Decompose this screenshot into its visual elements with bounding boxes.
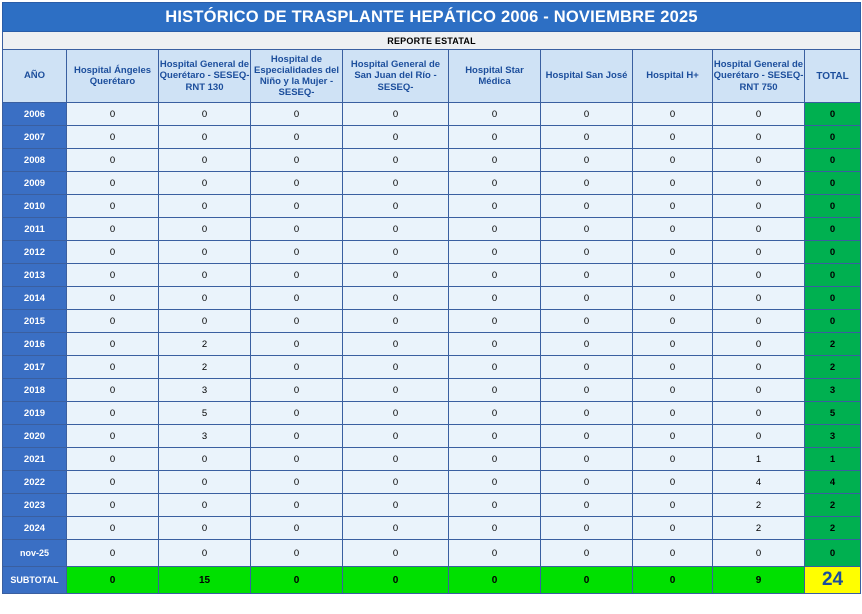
cell-value: 0 bbox=[251, 540, 343, 567]
cell-value: 0 bbox=[449, 517, 541, 540]
cell-value: 0 bbox=[67, 149, 159, 172]
cell-value: 0 bbox=[67, 425, 159, 448]
cell-value: 0 bbox=[251, 471, 343, 494]
row-total: 0 bbox=[805, 287, 861, 310]
cell-value: 0 bbox=[251, 356, 343, 379]
cell-value: 0 bbox=[159, 149, 251, 172]
cell-value: 2 bbox=[159, 356, 251, 379]
cell-value: 2 bbox=[713, 517, 805, 540]
cell-value: 0 bbox=[633, 149, 713, 172]
table-row bbox=[3, 126, 861, 149]
table-row bbox=[3, 540, 861, 567]
cell-value: 0 bbox=[449, 195, 541, 218]
cell-value: 3 bbox=[159, 379, 251, 402]
table-row bbox=[3, 287, 861, 310]
row-year: 2024 bbox=[3, 517, 67, 540]
cell-value: 0 bbox=[633, 103, 713, 126]
cell-value: 0 bbox=[449, 172, 541, 195]
cell-value: 0 bbox=[713, 149, 805, 172]
cell-value: 0 bbox=[159, 264, 251, 287]
cell-value: 0 bbox=[67, 540, 159, 567]
cell-value: 0 bbox=[633, 126, 713, 149]
table-header-row bbox=[3, 50, 861, 103]
cell-value: 0 bbox=[541, 218, 633, 241]
cell-value: 0 bbox=[633, 448, 713, 471]
cell-value: 0 bbox=[343, 126, 449, 149]
row-year: 2016 bbox=[3, 333, 67, 356]
subtotal-value: 0 bbox=[633, 567, 713, 594]
cell-value: 0 bbox=[159, 287, 251, 310]
cell-value: 0 bbox=[713, 402, 805, 425]
cell-value: 0 bbox=[343, 517, 449, 540]
column-header-hgq-rnt750: Hospital General de Querétaro - SESEQ- RNT 750 bbox=[713, 50, 805, 103]
cell-value: 0 bbox=[541, 172, 633, 195]
column-header-hgq-rnt130: Hospital General de Querétaro - SESEQ- RNT 130 bbox=[159, 50, 251, 103]
cell-value: 5 bbox=[159, 402, 251, 425]
cell-value: 0 bbox=[343, 241, 449, 264]
row-year: 2017 bbox=[3, 356, 67, 379]
row-year: 2010 bbox=[3, 195, 67, 218]
row-year: 2022 bbox=[3, 471, 67, 494]
row-total: 0 bbox=[805, 126, 861, 149]
cell-value: 0 bbox=[67, 195, 159, 218]
grand-total: 24 bbox=[805, 567, 861, 594]
table-row bbox=[3, 471, 861, 494]
row-year: nov-25 bbox=[3, 540, 67, 567]
row-total: 0 bbox=[805, 241, 861, 264]
row-total: 3 bbox=[805, 379, 861, 402]
row-total: 2 bbox=[805, 494, 861, 517]
cell-value: 0 bbox=[343, 310, 449, 333]
cell-value: 0 bbox=[449, 126, 541, 149]
table-row bbox=[3, 379, 861, 402]
cell-value: 2 bbox=[159, 333, 251, 356]
cell-value: 0 bbox=[343, 287, 449, 310]
cell-value: 0 bbox=[343, 448, 449, 471]
cell-value: 0 bbox=[713, 310, 805, 333]
cell-value: 0 bbox=[633, 356, 713, 379]
column-header-h-mas: Hospital H+ bbox=[633, 50, 713, 103]
row-year: 2013 bbox=[3, 264, 67, 287]
cell-value: 0 bbox=[159, 517, 251, 540]
cell-value: 0 bbox=[713, 103, 805, 126]
cell-value: 0 bbox=[541, 425, 633, 448]
cell-value: 0 bbox=[713, 379, 805, 402]
cell-value: 0 bbox=[343, 540, 449, 567]
cell-value: 0 bbox=[541, 310, 633, 333]
row-total: 2 bbox=[805, 517, 861, 540]
cell-value: 0 bbox=[449, 425, 541, 448]
cell-value: 0 bbox=[713, 218, 805, 241]
column-header-san-jose: Hospital San José bbox=[541, 50, 633, 103]
cell-value: 0 bbox=[541, 517, 633, 540]
cell-value: 0 bbox=[541, 103, 633, 126]
column-header-hospital-angeles: Hospital Ángeles Querétaro bbox=[67, 50, 159, 103]
cell-value: 0 bbox=[67, 241, 159, 264]
cell-value: 0 bbox=[633, 333, 713, 356]
cell-value: 0 bbox=[67, 172, 159, 195]
column-header-star-medica: Hospital Star Médica bbox=[449, 50, 541, 103]
cell-value: 0 bbox=[343, 333, 449, 356]
row-year: 2015 bbox=[3, 310, 67, 333]
row-total: 0 bbox=[805, 149, 861, 172]
table-row bbox=[3, 149, 861, 172]
historic-transplant-table bbox=[2, 2, 861, 594]
column-header-total: TOTAL bbox=[805, 50, 861, 103]
column-header-year: AÑO bbox=[3, 50, 67, 103]
cell-value: 0 bbox=[251, 287, 343, 310]
cell-value: 0 bbox=[343, 218, 449, 241]
cell-value: 0 bbox=[251, 218, 343, 241]
cell-value: 0 bbox=[449, 287, 541, 310]
cell-value: 0 bbox=[449, 471, 541, 494]
table-row bbox=[3, 425, 861, 448]
cell-value: 0 bbox=[541, 448, 633, 471]
table-row bbox=[3, 218, 861, 241]
table-row bbox=[3, 310, 861, 333]
row-year: 2021 bbox=[3, 448, 67, 471]
row-total: 0 bbox=[805, 540, 861, 567]
row-year: 2006 bbox=[3, 103, 67, 126]
cell-value: 0 bbox=[541, 287, 633, 310]
row-total: 0 bbox=[805, 103, 861, 126]
row-total: 0 bbox=[805, 195, 861, 218]
cell-value: 0 bbox=[713, 241, 805, 264]
cell-value: 0 bbox=[449, 333, 541, 356]
row-year: 2012 bbox=[3, 241, 67, 264]
cell-value: 0 bbox=[633, 241, 713, 264]
cell-value: 0 bbox=[159, 448, 251, 471]
column-header-especialidades-nino-mujer: Hospital de Especialidades del Niño y la Mujer - SESEQ- bbox=[251, 50, 343, 103]
cell-value: 0 bbox=[713, 425, 805, 448]
cell-value: 0 bbox=[159, 172, 251, 195]
cell-value: 0 bbox=[633, 379, 713, 402]
cell-value: 0 bbox=[159, 241, 251, 264]
cell-value: 0 bbox=[343, 402, 449, 425]
table-row bbox=[3, 195, 861, 218]
cell-value: 0 bbox=[541, 126, 633, 149]
cell-value: 0 bbox=[633, 402, 713, 425]
row-year: 2009 bbox=[3, 172, 67, 195]
cell-value: 0 bbox=[449, 402, 541, 425]
page-title: HISTÓRICO DE TRASPLANTE HEPÁTICO 2006 - NOVIEMBRE 2025 bbox=[3, 3, 861, 32]
cell-value: 0 bbox=[343, 103, 449, 126]
table-row bbox=[3, 241, 861, 264]
cell-value: 0 bbox=[633, 471, 713, 494]
cell-value: 0 bbox=[633, 540, 713, 567]
cell-value: 0 bbox=[67, 356, 159, 379]
cell-value: 0 bbox=[541, 149, 633, 172]
cell-value: 0 bbox=[713, 287, 805, 310]
cell-value: 0 bbox=[67, 287, 159, 310]
subtotal-value: 0 bbox=[343, 567, 449, 594]
cell-value: 0 bbox=[343, 494, 449, 517]
row-total: 3 bbox=[805, 425, 861, 448]
cell-value: 0 bbox=[67, 310, 159, 333]
cell-value: 0 bbox=[449, 494, 541, 517]
row-year: 2020 bbox=[3, 425, 67, 448]
table-row bbox=[3, 517, 861, 540]
cell-value: 0 bbox=[713, 356, 805, 379]
subtotal-value: 15 bbox=[159, 567, 251, 594]
cell-value: 0 bbox=[67, 494, 159, 517]
subtotal-value: 0 bbox=[449, 567, 541, 594]
report-subtitle: REPORTE ESTATAL bbox=[3, 32, 861, 50]
column-header-hg-san-juan-del-rio: Hospital General de San Juan del Río -SESEQ- bbox=[343, 50, 449, 103]
cell-value: 0 bbox=[67, 103, 159, 126]
cell-value: 0 bbox=[541, 471, 633, 494]
cell-value: 0 bbox=[251, 425, 343, 448]
cell-value: 0 bbox=[251, 333, 343, 356]
cell-value: 0 bbox=[541, 333, 633, 356]
row-year: 2023 bbox=[3, 494, 67, 517]
cell-value: 0 bbox=[449, 356, 541, 379]
cell-value: 0 bbox=[67, 218, 159, 241]
cell-value: 0 bbox=[541, 264, 633, 287]
cell-value: 0 bbox=[159, 195, 251, 218]
cell-value: 0 bbox=[251, 402, 343, 425]
row-total: 0 bbox=[805, 218, 861, 241]
cell-value: 0 bbox=[343, 425, 449, 448]
table-row bbox=[3, 356, 861, 379]
row-year: 2011 bbox=[3, 218, 67, 241]
subtitle-row bbox=[3, 32, 861, 50]
cell-value: 0 bbox=[343, 172, 449, 195]
cell-value: 0 bbox=[251, 310, 343, 333]
row-total: 5 bbox=[805, 402, 861, 425]
subtotal-value: 9 bbox=[713, 567, 805, 594]
row-total: 0 bbox=[805, 264, 861, 287]
cell-value: 0 bbox=[541, 402, 633, 425]
table-row bbox=[3, 333, 861, 356]
row-year: 2018 bbox=[3, 379, 67, 402]
table-row bbox=[3, 103, 861, 126]
subtotal-value: 0 bbox=[251, 567, 343, 594]
cell-value: 0 bbox=[541, 379, 633, 402]
cell-value: 0 bbox=[449, 264, 541, 287]
row-total: 0 bbox=[805, 172, 861, 195]
table-row bbox=[3, 172, 861, 195]
cell-value: 0 bbox=[159, 310, 251, 333]
cell-value: 0 bbox=[251, 126, 343, 149]
cell-value: 3 bbox=[159, 425, 251, 448]
cell-value: 0 bbox=[343, 195, 449, 218]
row-total: 2 bbox=[805, 356, 861, 379]
cell-value: 0 bbox=[541, 494, 633, 517]
cell-value: 0 bbox=[67, 448, 159, 471]
row-year: 2014 bbox=[3, 287, 67, 310]
cell-value: 0 bbox=[449, 103, 541, 126]
cell-value: 2 bbox=[713, 494, 805, 517]
row-total: 2 bbox=[805, 333, 861, 356]
row-total: 1 bbox=[805, 448, 861, 471]
cell-value: 0 bbox=[713, 540, 805, 567]
cell-value: 0 bbox=[251, 494, 343, 517]
cell-value: 0 bbox=[251, 448, 343, 471]
cell-value: 0 bbox=[159, 540, 251, 567]
cell-value: 0 bbox=[159, 471, 251, 494]
cell-value: 0 bbox=[449, 310, 541, 333]
cell-value: 0 bbox=[633, 172, 713, 195]
cell-value: 0 bbox=[713, 195, 805, 218]
cell-value: 0 bbox=[343, 471, 449, 494]
cell-value: 0 bbox=[343, 149, 449, 172]
subtotal-row bbox=[3, 567, 861, 594]
row-total: 0 bbox=[805, 310, 861, 333]
cell-value: 0 bbox=[449, 379, 541, 402]
cell-value: 0 bbox=[159, 494, 251, 517]
row-total: 4 bbox=[805, 471, 861, 494]
cell-value: 0 bbox=[251, 172, 343, 195]
cell-value: 0 bbox=[449, 448, 541, 471]
cell-value: 0 bbox=[251, 264, 343, 287]
table-row bbox=[3, 264, 861, 287]
cell-value: 0 bbox=[159, 126, 251, 149]
cell-value: 0 bbox=[159, 218, 251, 241]
cell-value: 0 bbox=[633, 310, 713, 333]
cell-value: 0 bbox=[67, 517, 159, 540]
cell-value: 0 bbox=[251, 517, 343, 540]
subtotal-label: SUBTOTAL bbox=[3, 567, 67, 594]
cell-value: 0 bbox=[251, 195, 343, 218]
cell-value: 0 bbox=[633, 517, 713, 540]
cell-value: 0 bbox=[713, 126, 805, 149]
cell-value: 0 bbox=[343, 264, 449, 287]
cell-value: 0 bbox=[67, 264, 159, 287]
cell-value: 0 bbox=[541, 241, 633, 264]
cell-value: 0 bbox=[541, 356, 633, 379]
cell-value: 0 bbox=[67, 471, 159, 494]
cell-value: 0 bbox=[449, 218, 541, 241]
cell-value: 0 bbox=[67, 402, 159, 425]
cell-value: 4 bbox=[713, 471, 805, 494]
cell-value: 0 bbox=[67, 379, 159, 402]
table-row bbox=[3, 402, 861, 425]
cell-value: 0 bbox=[343, 356, 449, 379]
cell-value: 0 bbox=[633, 218, 713, 241]
cell-value: 0 bbox=[159, 103, 251, 126]
cell-value: 0 bbox=[251, 103, 343, 126]
cell-value: 0 bbox=[67, 126, 159, 149]
cell-value: 0 bbox=[633, 264, 713, 287]
cell-value: 0 bbox=[251, 149, 343, 172]
cell-value: 0 bbox=[251, 241, 343, 264]
cell-value: 0 bbox=[633, 494, 713, 517]
subtotal-value: 0 bbox=[541, 567, 633, 594]
cell-value: 0 bbox=[251, 379, 343, 402]
cell-value: 0 bbox=[449, 241, 541, 264]
row-year: 2019 bbox=[3, 402, 67, 425]
cell-value: 0 bbox=[633, 425, 713, 448]
cell-value: 0 bbox=[541, 195, 633, 218]
cell-value: 0 bbox=[713, 264, 805, 287]
cell-value: 0 bbox=[633, 195, 713, 218]
cell-value: 0 bbox=[713, 172, 805, 195]
cell-value: 0 bbox=[343, 379, 449, 402]
table-row bbox=[3, 448, 861, 471]
cell-value: 0 bbox=[633, 287, 713, 310]
table-row bbox=[3, 494, 861, 517]
title-row bbox=[3, 3, 861, 32]
row-year: 2008 bbox=[3, 149, 67, 172]
row-year: 2007 bbox=[3, 126, 67, 149]
cell-value: 0 bbox=[449, 149, 541, 172]
cell-value: 0 bbox=[67, 333, 159, 356]
cell-value: 0 bbox=[449, 540, 541, 567]
cell-value: 1 bbox=[713, 448, 805, 471]
cell-value: 0 bbox=[541, 540, 633, 567]
subtotal-value: 0 bbox=[67, 567, 159, 594]
cell-value: 0 bbox=[713, 333, 805, 356]
